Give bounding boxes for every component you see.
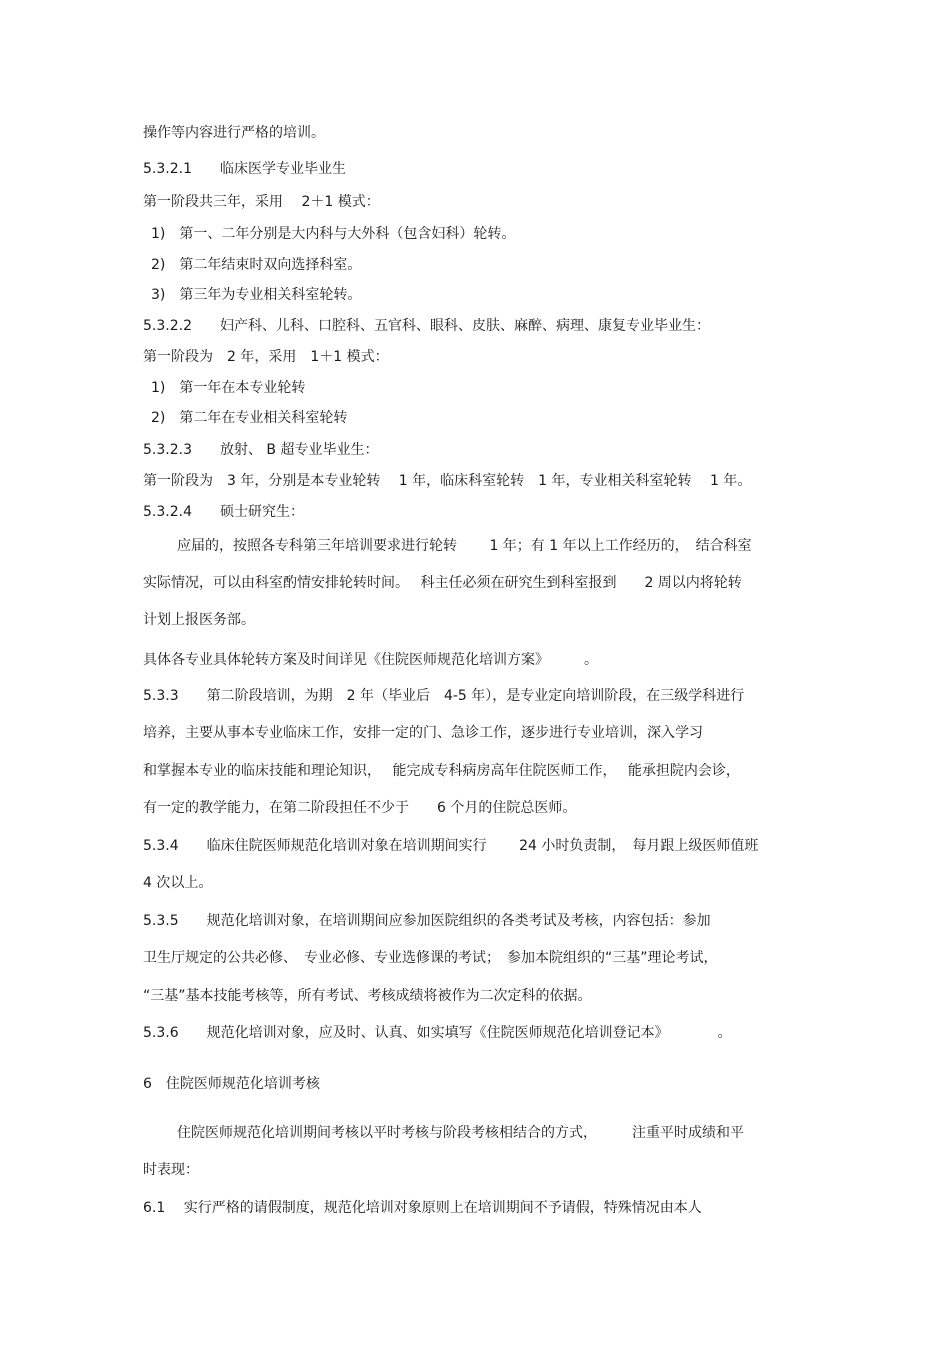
list-item: 2) 第二年结束时双向选择科室。 xyxy=(151,257,362,273)
paragraph-line: 和掌握本专业的临床技能和理论知识， 能完成专科病房高年住院医师工作， 能承担院内会诊， xyxy=(143,763,740,779)
text-line: 第一阶段共三年，采用 2＋1 模式： xyxy=(143,194,380,210)
section-heading-5-3-6: 5.3.6 规范化培训对象，应及时、认真、如实填写《住院医师规范化培训登记本》 。 xyxy=(143,1025,732,1041)
text-line: 第一阶段为 3 年，分别是本专业轮转 1 年，临床科室轮转 1 年，专业相关科室轮转 1 年。 xyxy=(143,473,752,489)
paragraph-line: 4 次以上。 xyxy=(143,875,213,891)
paragraph-line: 住院医师规范化培训期间考核以平时考核与阶段考核相结合的方式， 注重平时成绩和平 xyxy=(177,1125,744,1141)
list-item: 1) 第一、二年分别是大内科与大外科（包含妇科）轮转。 xyxy=(151,226,516,242)
section-heading-6-1: 6.1 实行严格的请假制度，规范化培训对象原则上在培训期间不予请假，特殊情况由本人 xyxy=(143,1200,702,1216)
paragraph-line: 计划上报医务部。 xyxy=(143,612,255,628)
paragraph-line: 时表现： xyxy=(143,1162,199,1178)
section-heading-5-3-3: 5.3.3 第二阶段培训，为期 2 年（毕业后 4-5 年），是专业定向培训阶段，在三级学科进行 xyxy=(143,688,745,704)
list-item: 2) 第二年在专业相关科室轮转 xyxy=(151,410,348,426)
paragraph-line: 实际情况，可以由科室酌情安排轮转时间。 科主任必须在研究生到科室报到 2 周以内将轮转 xyxy=(143,575,742,591)
paragraph-line: 应届的，按照各专科第三年培训要求进行轮转 1 年；有 1 年以上工作经历的， 结合科室 xyxy=(177,538,752,554)
section-heading-5-3-2-4: 5.3.2.4 硕士研究生： xyxy=(143,504,304,520)
text-line: 具体各专业具体轮转方案及时间详见《住院医师规范化培训方案》 。 xyxy=(143,652,598,668)
section-heading-6: 6 住院医师规范化培训考核 xyxy=(143,1076,320,1092)
section-heading-5-3-2-1: 5.3.2.1 临床医学专业毕业生 xyxy=(143,161,346,177)
section-heading-5-3-5: 5.3.5 规范化培训对象，在培训期间应参加医院组织的各类考试及考核，内容包括：参加 xyxy=(143,913,711,929)
paragraph-line: 培养，主要从事本专业临床工作，安排一定的门、急诊工作，逐步进行专业培训，深入学习 xyxy=(143,725,703,741)
list-item: 3) 第三年为专业相关科室轮转。 xyxy=(151,287,362,303)
paragraph-line: 卫生厅规定的公共必修、 专业必修、专业选修课的考试； 参加本院组织的“三基”理论考试， xyxy=(143,950,718,966)
section-heading-5-3-2-3: 5.3.2.3 放射、 B 超专业毕业生： xyxy=(143,442,379,458)
section-heading-5-3-2-2: 5.3.2.2 妇产科、儿科、口腔科、五官科、眼科、皮肤、麻醉、病理、康复专业毕业生： xyxy=(143,318,710,334)
section-heading-5-3-4: 5.3.4 临床住院医师规范化培训对象在培训期间实行 24 小时负责制， 每月跟上级医师值班 xyxy=(143,838,759,854)
list-item: 1) 第一年在本专业轮转 xyxy=(151,380,306,396)
paragraph-line: 有一定的教学能力，在第二阶段担任不少于 6 个月的住院总医师。 xyxy=(143,800,577,816)
text-line: 第一阶段为 2 年，采用 1＋1 模式： xyxy=(143,349,389,365)
paragraph-line: “三基”基本技能考核等，所有考试、考核成绩将被作为二次定科的依据。 xyxy=(143,988,592,1004)
text-line: 操作等内容进行严格的培训。 xyxy=(143,125,325,141)
